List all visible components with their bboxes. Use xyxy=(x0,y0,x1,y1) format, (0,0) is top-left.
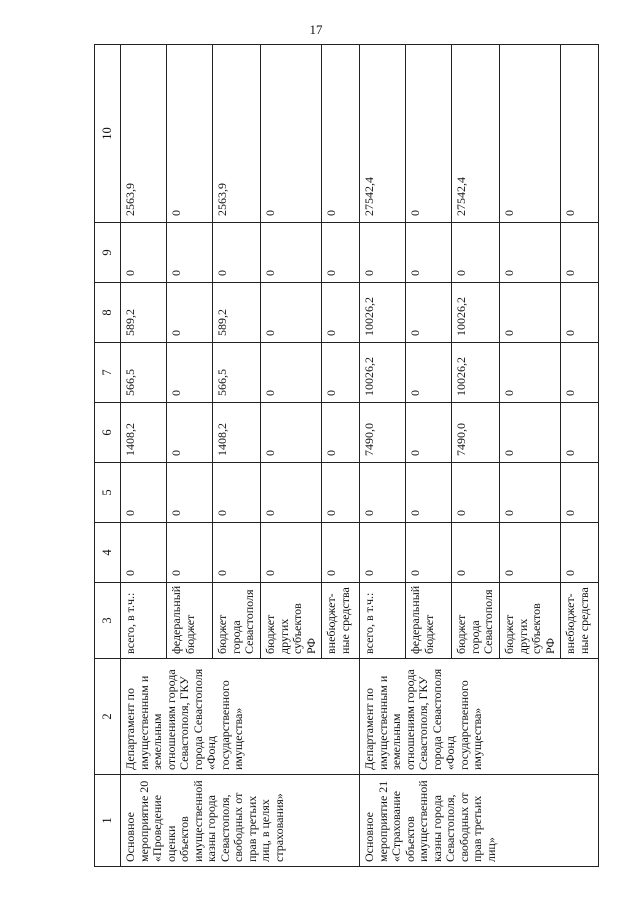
value-cell: 0 xyxy=(167,343,213,403)
value-cell: 0 xyxy=(406,523,452,583)
value-cell: 0 xyxy=(500,523,561,583)
value-cell: 1408,2 xyxy=(121,403,167,463)
value-cell: 0 xyxy=(452,463,500,523)
value-cell: 0 xyxy=(167,223,213,283)
column-header: 1 xyxy=(95,775,121,867)
value-cell: 10026,2 xyxy=(360,343,406,403)
table-body xyxy=(95,45,599,867)
value-cell: 566,5 xyxy=(121,343,167,403)
event-name-cell: Основное мероприятие 20 «Проведение оценки объектов имущественной казны города Севастополя, свободных от прав третьих лиц, в целях страхования» xyxy=(121,775,360,867)
value-cell: 0 xyxy=(452,523,500,583)
value-cell: 0 xyxy=(500,283,561,343)
value-cell: 0 xyxy=(213,523,261,583)
column-header: 2 xyxy=(95,659,121,775)
value-cell: 0 xyxy=(167,45,213,223)
value-cell: 566,5 xyxy=(213,343,261,403)
value-cell: 0 xyxy=(167,463,213,523)
value-cell: 0 xyxy=(322,223,360,283)
page-number: 17 xyxy=(309,22,323,37)
value-cell: 0 xyxy=(500,403,561,463)
value-cell: 0 xyxy=(500,223,561,283)
column-header: 3 xyxy=(95,583,121,659)
value-cell: 589,2 xyxy=(121,283,167,343)
value-cell: 10026,2 xyxy=(452,343,500,403)
value-cell: 0 xyxy=(360,523,406,583)
value-cell: 0 xyxy=(360,463,406,523)
value-cell: 0 xyxy=(261,223,322,283)
column-header: 6 xyxy=(95,403,121,463)
value-cell: 0 xyxy=(322,45,360,223)
value-cell: 0 xyxy=(121,463,167,523)
value-cell: 0 xyxy=(322,283,360,343)
value-cell: 0 xyxy=(121,223,167,283)
value-cell: 0 xyxy=(406,283,452,343)
value-cell: 0 xyxy=(261,463,322,523)
value-cell: 0 xyxy=(406,45,452,223)
value-cell: 0 xyxy=(561,343,599,403)
value-cell: 0 xyxy=(561,403,599,463)
value-cell: 0 xyxy=(213,223,261,283)
executor-cell: Департамент по имущественным и земельным отношениям города Севастополя, ГКУ города Севастополя «Фонд государственного имущества» xyxy=(360,659,599,775)
header-row xyxy=(95,45,121,867)
funding-source-cell: бюджет города Севастополя xyxy=(452,583,500,659)
value-cell: 10026,2 xyxy=(452,283,500,343)
value-cell: 0 xyxy=(452,223,500,283)
funding-source-cell: бюджет города Севастополя xyxy=(213,583,261,659)
value-cell: 2563,9 xyxy=(121,45,167,223)
value-cell: 0 xyxy=(561,463,599,523)
column-header: 9 xyxy=(95,223,121,283)
value-cell: 0 xyxy=(500,343,561,403)
funding-source-cell: всего, в т.ч.: xyxy=(360,583,406,659)
funding-source-cell: бюджет других субъектов РФ xyxy=(500,583,561,659)
column-header: 10 xyxy=(95,45,121,223)
value-cell: 0 xyxy=(322,523,360,583)
value-cell: 589,2 xyxy=(213,283,261,343)
value-cell: 0 xyxy=(121,523,167,583)
value-cell: 0 xyxy=(261,283,322,343)
funding-source-cell: федеральный бюджет xyxy=(167,583,213,659)
value-cell: 0 xyxy=(406,403,452,463)
rotated-table-container xyxy=(94,45,591,867)
value-cell: 0 xyxy=(500,45,561,223)
value-cell: 0 xyxy=(561,45,599,223)
table-row xyxy=(360,45,406,867)
funding-source-cell: бюджет других субъектов РФ xyxy=(261,583,322,659)
value-cell: 0 xyxy=(561,283,599,343)
value-cell: 0 xyxy=(561,223,599,283)
column-header: 5 xyxy=(95,463,121,523)
value-cell: 0 xyxy=(261,343,322,403)
value-cell: 2563,9 xyxy=(213,45,261,223)
value-cell: 10026,2 xyxy=(360,283,406,343)
value-cell: 0 xyxy=(406,343,452,403)
table-row xyxy=(121,45,167,867)
event-name-cell: Основное мероприятие 21 «Страхование объектов имущественной казны города Севастополя, свободных от прав третьих лиц» xyxy=(360,775,599,867)
budget-table xyxy=(94,44,599,867)
value-cell: 0 xyxy=(167,523,213,583)
value-cell: 7490,0 xyxy=(360,403,406,463)
funding-source-cell: всего, в т.ч.: xyxy=(121,583,167,659)
value-cell: 1408,2 xyxy=(213,403,261,463)
value-cell: 0 xyxy=(261,523,322,583)
value-cell: 0 xyxy=(360,223,406,283)
executor-cell: Департамент по имущественным и земельным отношениям города Севастополя, ГКУ города Севастополя «Фонд государственного имущества» xyxy=(121,659,360,775)
value-cell: 27542,4 xyxy=(452,45,500,223)
value-cell: 7490,0 xyxy=(452,403,500,463)
value-cell: 0 xyxy=(167,403,213,463)
value-cell: 0 xyxy=(261,403,322,463)
value-cell: 0 xyxy=(167,283,213,343)
value-cell: 0 xyxy=(322,403,360,463)
value-cell: 0 xyxy=(406,223,452,283)
value-cell: 0 xyxy=(561,523,599,583)
value-cell: 0 xyxy=(322,463,360,523)
column-header: 4 xyxy=(95,523,121,583)
funding-source-cell: федеральный бюджет xyxy=(406,583,452,659)
column-header: 8 xyxy=(95,283,121,343)
value-cell: 0 xyxy=(500,463,561,523)
funding-source-cell: внебюджет- ные средства xyxy=(322,583,360,659)
value-cell: 27542,4 xyxy=(360,45,406,223)
funding-source-cell: внебюджет- ные средства xyxy=(561,583,599,659)
value-cell: 0 xyxy=(213,463,261,523)
value-cell: 0 xyxy=(261,45,322,223)
value-cell: 0 xyxy=(406,463,452,523)
value-cell: 0 xyxy=(322,343,360,403)
column-header: 7 xyxy=(95,343,121,403)
